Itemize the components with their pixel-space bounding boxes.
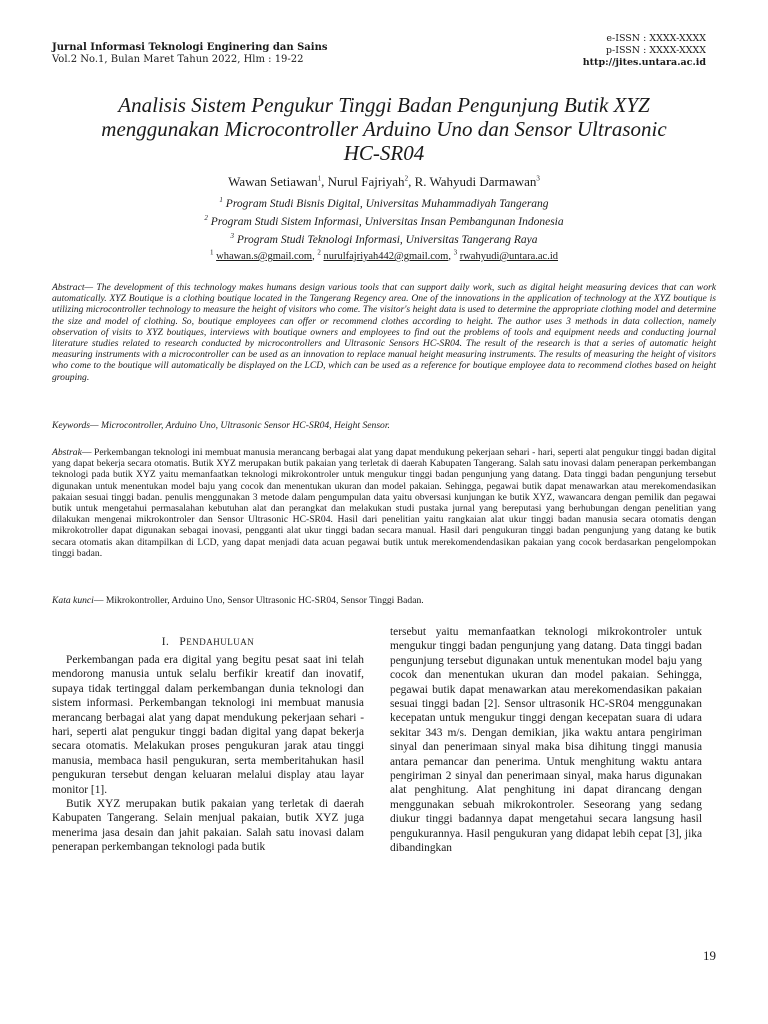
abstract-text: — The development of this technology makes humans design various tools that can support daily work, such as digital height measuring devices that can work automatically. XYZ Boutique is a clothing boutique located in the Tangerang Regency area. One of the innovations in the application of technology at the XYZ boutique is utilizing microcontroller technology to measure the height of visitors who come. The visitor's height data is used to determine the appropriate clothing model and determine the size and model of clothing. So, boutique employees can offer or recommend clothes according to height. The author uses 3 methods in data collection, namely observation of visits to XYZ boutiques, interviews with boutique owners and employees to find out the problems of tools and equipment needs and conducting journal literature studies related to research conducted by microcontrollers and Ultrasonic Sensors HC-SR04. The result of the research is that a series of automatic height measuring instruments with a microcontroller can be used as an innovation to replace manual height measuring instruments. The results of measuring the height of visitors who come to the boutique will automatically be displayed on the LCD, which can be used as a reference for boutique employee data to recommend clothes based on height grouping.: [52, 282, 716, 383]
abstract-english: [52, 282, 716, 383]
section-number: I.: [161, 636, 170, 648]
title-line-1: Analisis Sistem Pengukur Tinggi Badan Pengunjung Butik XYZ: [118, 93, 650, 117]
author-sup: 1: [317, 174, 322, 183]
author-name: Nurul Fajriyah: [327, 174, 405, 189]
author-sup: 2: [404, 174, 409, 183]
author-name: Wawan Setiawan: [228, 174, 318, 189]
email-list: $^1$ whawan.s@gmail.com, $^2$ nurulfajriyah442@gmail.com, $^3$ rwahyudi@untara.ac.id: [209, 248, 559, 262]
keywords-label: Keywords: [52, 420, 91, 431]
affiliation-3: [60, 233, 708, 247]
paper-title: [60, 93, 708, 165]
affiliation-text: Program Studi Teknologi Informasi, Universitas Tangerang Raya: [234, 234, 538, 246]
email-sup: 3: [453, 248, 458, 257]
abstrak-label: Abstrak: [52, 447, 82, 458]
affiliation-1: [60, 197, 708, 211]
paragraph: Butik XYZ merupakan butik pakaian yang terletak di daerah Kabupaten Tangerang. Selain menjual pakaian, butik XYZ juga menerima jasa desain dan jahit pakaian. Salah satu inovasi dalam penerapan perkembangan teknologi pada butik: [52, 798, 364, 854]
keywords-text: — Microcontroller, Arduino Uno, Ultrasonic Sensor HC-SR04, Height Sensor.: [90, 420, 390, 431]
affiliation-sup: 1: [219, 196, 223, 205]
journal-url[interactable]: http://jites.untara.ac.id: [582, 57, 706, 68]
affiliation-sup: 3: [230, 232, 234, 241]
affiliation-sup: 2: [204, 214, 208, 223]
author-sup: 3: [536, 174, 540, 183]
kata-kunci-text: — Mikrokontroller, Arduino Uno, Sensor Ultrasonic HC-SR04, Sensor Tinggi Badan.: [93, 595, 424, 606]
email-sup: 1: [209, 248, 214, 257]
author-list: [60, 174, 708, 190]
journal-header: [52, 42, 327, 66]
issn-block: [583, 33, 706, 69]
email-link-3[interactable]: rwahyudi@untara.ac.id: [459, 251, 559, 262]
section-heading: [52, 635, 364, 649]
author-name: R. Wahyudi Darmawan: [414, 174, 537, 189]
email-link-1[interactable]: whawan.s@gmail.com: [216, 251, 313, 262]
affiliation-text: Program Studi Bisnis Digital, Universitas Muhammadiyah Tangerang: [222, 198, 549, 210]
author-sep: ,: [408, 174, 415, 189]
page-number: 19: [703, 948, 716, 963]
kata-kunci-label: Kata kunci: [52, 595, 94, 606]
e-issn: e-ISSN : XXXX-XXXX: [606, 33, 706, 44]
affiliation-text: Program Studi Sistem Informasi, Universitas Insan Pembangunan Indonesia: [207, 216, 564, 228]
section-heading-first: P: [179, 636, 187, 648]
paragraph: Perkembangan pada era digital yang begitu pesat saat ini telah mendorong manusia untuk selalu berfikir kreatif dan inovatif, supaya tidak tertinggal dalam perkembangan dunia teknologi dan sistem informasi. Perkembangan teknologi ini membuat manusia merancang berbagai alat yang dapat mendukung pekerjaan sehari - hari, seperti alat pengukur tinggi badan digital yang dapat bekerja secara otomatis. Melakukan proses pengukuran jarak atau tinggi manusia, membaca hasil pengukuran, serta memberitahukan hasil pengukuran tersebut dengan keluaran melalui display atau layar monitor [1].: [52, 654, 364, 796]
email-link-2[interactable]: nurulfajriyah442@gmail.com: [323, 251, 449, 262]
keywords-english: [52, 420, 716, 431]
volume-info: Vol.2 No.1, Bulan Maret Tahun 2022, Hlm : 19-22: [52, 54, 304, 65]
title-line-2: menggunakan Microcontroller Arduino Uno dan Sensor Ultrasonic: [101, 117, 667, 141]
section-heading-rest: ENDAHULUAN: [186, 637, 255, 647]
title-line-3: HC-SR04: [343, 141, 425, 165]
abstract-indonesian: [52, 447, 716, 559]
body-column-right: [390, 625, 702, 856]
author-sep: ,: [321, 174, 328, 189]
abstract-label: Abstract: [52, 282, 85, 293]
abstrak-text: — Perkembangan teknologi ini membuat manusia merancang berbagai alat yang dapat mendukung pekerjaan sehari - hari, seperti alat pengukur tinggi badan digital yang dapat bekerja secara otomatis. Butik XYZ merupakan butik pakaian yang terletak di daerah Kabupaten Tangerang. Salah satu inovasi dalam penerapan perkembangan teknologi pada butik XYZ yaitu memanfaatkan teknologi mikrokontroler untuk mengukur tinggi badan pengunjung yang datang. Data tinggi badan pengunjung tersebut digunakan untuk menentukan model baju yang cocok dan menentukan ukuran dan model pakaian. Sehingga, pegawai butik dapat menawarkan atau merekomendasikan pakaian sesuai tinggi badan. penulis menggunakan 3 metode dalam pengumpulan data yaitu obversasi kunjungan ke butik XYZ, wawancara dengan pemilik dan pegawai butik untuk mengetahui permasalahan kebutuhan alat dan perangkat dan melakukan studi pustaka jurnal yang bereputasi yang berhubungan dengan penelitian yang dilakukan mengenai mikrokontroler dan Sensor Ultrasonic HC-SR04. Hasil dari penelitian yaitu rangkaian alat ukur tinggi badan manusia secara otomatis dengan mikrokotroller dapat digunakan sebagai inovasi, pengganti alat ukur tinggi badan secara manual. Hasil dari pengukuran tinggi badan pengunjung yang datang ke butik secara otomatis akan ditampilkan di LCD, yang dapat menjadi data acuan pegawai butik untuk merekomendendasikan pakaian yang cocok berdasarkan pengelompokan tinggi badan.: [52, 447, 716, 559]
journal-name: Jurnal Informasi Teknologi Enginering dan Sains: [52, 42, 328, 53]
email-sup: 2: [317, 248, 321, 257]
affiliation-2: [60, 215, 708, 229]
paragraph: tersebut yaitu memanfaatkan teknologi mikrokontroler untuk mengukur tinggi badan pengunjung yang datang. Data tinggi badan pengunjung tersebut digunakan untuk menentukan model baju yang cocok dan menentukan ukuran dan model pakaian. Sehingga, pegawai butik dapat menawarkan atau merekomendasikan pakaian sesuai tinggi badan [2]. Sensor ultrasonik HC-SR04 menggunakan kecepatan untuk mengukur tinggi dengan kecepatan suara di udara sekitar 343 m/s. Dengan demikian, jika waktu antara pengiriman sinyal dan penerimaan sinyal maka bisa dihitung tinggi manusia antara pemancar dan penerima. Untuk menghitung waktu antara pengiriman 2 sinyal dan penerimaan sinyal, maka harus digunakan alat penghitung. Alat penghitung ini dapat dirancang dengan menggunakan sebuah mikrokontroler. Seseorang yang sedang diukur tinggi badannya dapat mengetahui secara langsung hasil pengukurannya. Hasil pengukuran yang didapat lebih cepat [3], jika dibandingkan: [390, 626, 702, 855]
body-column-left: [52, 625, 364, 855]
p-issn: p-ISSN : XXXX-XXXX: [605, 45, 706, 56]
keywords-indonesian: [52, 595, 716, 606]
